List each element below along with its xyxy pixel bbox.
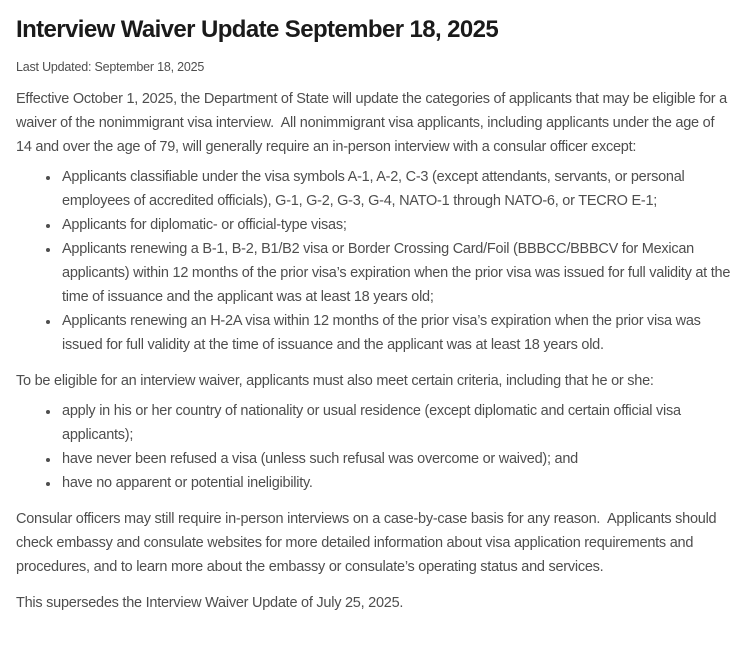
list-item: • apply in his or her country of nationality or usual residence (except diplomatic and certain official visa applicants); xyxy=(60,399,731,447)
exception-list xyxy=(16,165,734,357)
consular-note-paragraph: Consular officers may still require in-person interviews on a case-by-case basis for any reason. Applicants should check embassy and consulate websites for more detailed information about visa application requirements and procedures, and to learn more about the embassy or consulate’s operating status and services. xyxy=(16,511,721,575)
list-item: • have no apparent or potential ineligibility. xyxy=(60,471,731,495)
intro-paragraph: Effective October 1, 2025, the Department of State will update the categories of applicants that may be eligible for a waiver of the nonimmigrant visa interview. All nonimmigrant visa applicants, including applicants under the age of 14 and over the age of 79, will generally require an in-person interview with a consular officer except: xyxy=(16,91,731,155)
supersedes-paragraph: This supersedes the Interview Waiver Update of July 25, 2025. xyxy=(16,595,404,611)
last-updated-line: Last Updated: September 18, 2025 xyxy=(16,60,205,74)
list-item: • Applicants renewing an H-2A visa within 12 months of the prior visa’s expiration when the prior visa was issued for full validity at the time of issuance and the applicant was at least 18 years old. xyxy=(60,309,731,357)
page-title: Interview Waiver Update September 18, 2025 xyxy=(16,16,499,43)
criteria-intro-paragraph: To be eligible for an interview waiver, applicants must also meet certain criteria, including that he or she: xyxy=(16,373,654,389)
criteria-list xyxy=(16,399,731,495)
list-item: • Applicants renewing a B-1, B-2, B1/B2 visa or Border Crossing Card/Foil (BBBCC/BBBCV for Mexican applicants) within 12 months of the prior visa’s expiration when the prior visa was issued for full validity at the time of issuance and the applicant was at least 18 years old; xyxy=(60,237,731,309)
list-item: • Applicants for diplomatic- or official-type visas; xyxy=(60,213,731,237)
list-item: • Applicants classifiable under the visa symbols A-1, A-2, C-3 (except attendants, servants, or personal employees of accredited officials), G-1, G-2, G-3, G-4, NATO-1 through NATO-6, or TECRO E-1; xyxy=(60,165,731,213)
list-item: • have never been refused a visa (unless such refusal was overcome or waived); and xyxy=(60,447,731,471)
